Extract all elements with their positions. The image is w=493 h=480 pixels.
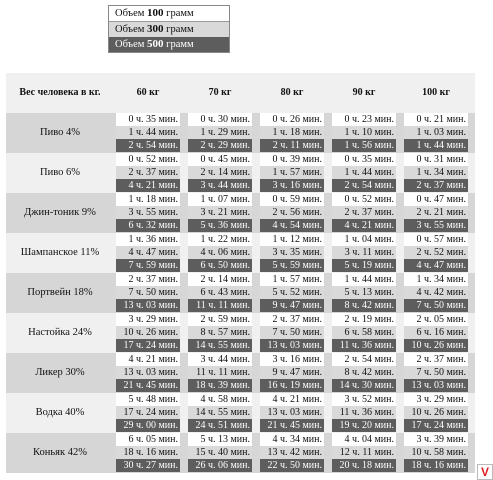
- time-500g: 13 ч. 03 мин.: [116, 299, 180, 312]
- time-100g: 0 ч. 35 мин.: [332, 153, 396, 166]
- time-500g: 3 ч. 55 мин.: [404, 219, 468, 232]
- drink-name: Водка 40%: [35, 407, 85, 418]
- time-500g: 5 ч. 19 мин.: [332, 259, 396, 272]
- time-cell: [188, 313, 252, 353]
- time-500g: 10 ч. 26 мин.: [404, 339, 468, 352]
- time-500g: 2 ч. 11 мин.: [260, 139, 324, 152]
- time-500g: 1 ч. 44 мин.: [404, 139, 468, 152]
- time-500g: 2 ч. 29 мин.: [188, 139, 252, 152]
- time-500g: 4 ч. 54 мин.: [260, 219, 324, 232]
- legend-amount: 100: [147, 7, 164, 19]
- time-100g: 4 ч. 34 мин.: [260, 433, 324, 446]
- table-row: [6, 273, 475, 313]
- time-300g: 1 ч. 34 мин.: [404, 166, 468, 179]
- time-cell: [260, 193, 324, 233]
- time-cell: [404, 273, 468, 313]
- table-row: [6, 233, 475, 273]
- brand-logo: V: [477, 464, 493, 480]
- header-weight-70: 70 кг: [208, 87, 232, 98]
- time-500g: 22 ч. 50 мин.: [260, 459, 324, 472]
- time-cell: [260, 153, 324, 193]
- time-cell: [116, 433, 180, 473]
- time-cell: [260, 273, 324, 313]
- time-500g: 7 ч. 59 мин.: [116, 259, 180, 272]
- legend-prefix: Объем: [115, 24, 145, 35]
- time-300g: 8 ч. 57 мин.: [188, 326, 252, 339]
- time-500g: 30 ч. 27 мин.: [116, 459, 180, 472]
- time-500g: 6 ч. 32 мин.: [116, 219, 180, 232]
- time-cell: [332, 433, 396, 473]
- time-100g: 1 ч. 34 мин.: [404, 273, 468, 286]
- time-300g: 17 ч. 24 мин.: [116, 406, 180, 419]
- time-300g: 3 ч. 55 мин.: [116, 206, 180, 219]
- time-300g: 4 ч. 47 мин.: [116, 246, 180, 259]
- time-300g: 5 ч. 52 мин.: [260, 286, 324, 299]
- time-100g: 0 ч. 23 мин.: [332, 113, 396, 126]
- time-300g: 1 ч. 03 мин.: [404, 126, 468, 139]
- time-cell: [404, 353, 468, 393]
- legend-unit: грамм: [166, 24, 194, 35]
- drink-name: Джин-тоник 9%: [24, 207, 96, 218]
- time-cell: [332, 233, 396, 273]
- time-500g: 11 ч. 11 мин.: [188, 299, 252, 312]
- time-500g: 2 ч. 54 мин.: [116, 139, 180, 152]
- time-500g: 4 ч. 21 мин.: [116, 179, 180, 192]
- time-100g: 2 ч. 05 мин.: [404, 313, 468, 326]
- time-100g: 3 ч. 29 мин.: [116, 313, 180, 326]
- time-300g: 10 ч. 58 мин.: [404, 446, 468, 459]
- time-100g: 1 ч. 57 мин.: [260, 273, 324, 286]
- time-100g: 1 ч. 22 мин.: [188, 233, 252, 246]
- drink-name: Пиво 4%: [40, 127, 80, 138]
- time-300g: 3 ч. 35 мин.: [260, 246, 324, 259]
- table-header: [6, 73, 475, 113]
- legend-unit: грамм: [166, 39, 194, 50]
- time-100g: 4 ч. 04 мин.: [332, 433, 396, 446]
- time-300g: 2 ч. 37 мин.: [116, 166, 180, 179]
- drink-name: Коньяк 42%: [33, 447, 87, 458]
- time-300g: 13 ч. 03 мин.: [260, 406, 324, 419]
- time-100g: 4 ч. 21 мин.: [260, 393, 324, 406]
- time-300g: 4 ч. 06 мин.: [188, 246, 252, 259]
- time-500g: 8 ч. 42 мин.: [332, 299, 396, 312]
- time-cell: [404, 393, 468, 433]
- table-row: [6, 153, 475, 193]
- time-100g: 5 ч. 13 мин.: [188, 433, 252, 446]
- time-cell: [260, 353, 324, 393]
- time-500g: 2 ч. 37 мин.: [404, 179, 468, 192]
- volume-legend: [108, 5, 230, 53]
- time-cell: [116, 393, 180, 433]
- time-500g: 6 ч. 50 мин.: [188, 259, 252, 272]
- time-cell: [188, 113, 252, 153]
- time-300g: 9 ч. 47 мин.: [260, 366, 324, 379]
- time-300g: 2 ч. 37 мин.: [332, 206, 396, 219]
- time-cell: [188, 193, 252, 233]
- time-300g: 13 ч. 03 мин.: [116, 366, 180, 379]
- time-100g: 1 ч. 18 мин.: [116, 193, 180, 206]
- time-300g: 1 ч. 57 мин.: [260, 166, 324, 179]
- time-500g: 18 ч. 39 мин.: [188, 379, 252, 392]
- time-cell: [116, 313, 180, 353]
- time-500g: 5 ч. 36 мин.: [188, 219, 252, 232]
- time-cell: [404, 313, 468, 353]
- time-300g: 2 ч. 52 мин.: [404, 246, 468, 259]
- time-100g: 0 ч. 30 мин.: [188, 113, 252, 126]
- time-500g: 21 ч. 45 мин.: [260, 419, 324, 432]
- time-100g: 2 ч. 37 мин.: [404, 353, 468, 366]
- time-300g: 1 ч. 10 мин.: [332, 126, 396, 139]
- time-100g: 0 ч. 59 мин.: [260, 193, 324, 206]
- time-cell: [116, 273, 180, 313]
- time-100g: 2 ч. 19 мин.: [332, 313, 396, 326]
- time-100g: 0 ч. 21 мин.: [404, 113, 468, 126]
- time-500g: 20 ч. 18 мин.: [332, 459, 396, 472]
- drink-name: Портвейн 18%: [27, 287, 93, 298]
- time-500g: 4 ч. 21 мин.: [332, 219, 396, 232]
- table-row: [6, 433, 475, 473]
- time-cell: [260, 113, 324, 153]
- time-300g: 1 ч. 18 мин.: [260, 126, 324, 139]
- time-cell: [188, 153, 252, 193]
- time-300g: 11 ч. 11 мин.: [188, 366, 252, 379]
- drink-name: Пиво 6%: [40, 167, 80, 178]
- time-cell: [332, 273, 396, 313]
- table-row: [6, 313, 475, 353]
- time-300g: 10 ч. 26 мин.: [404, 406, 468, 419]
- time-100g: 0 ч. 26 мин.: [260, 113, 324, 126]
- time-cell: [188, 353, 252, 393]
- time-100g: 1 ч. 12 мин.: [260, 233, 324, 246]
- time-500g: 7 ч. 50 мин.: [404, 299, 468, 312]
- time-300g: 7 ч. 50 мин.: [116, 286, 180, 299]
- time-300g: 8 ч. 42 мин.: [332, 366, 396, 379]
- time-500g: 21 ч. 45 мин.: [116, 379, 180, 392]
- time-300g: 3 ч. 21 мин.: [188, 206, 252, 219]
- time-cell: [404, 153, 468, 193]
- legend-amount: 500: [147, 38, 164, 50]
- time-500g: 13 ч. 03 мин.: [260, 339, 324, 352]
- time-100g: 4 ч. 21 мин.: [116, 353, 180, 366]
- header-weight-80: 80 кг: [280, 87, 304, 98]
- time-500g: 3 ч. 44 мин.: [188, 179, 252, 192]
- header-weight-label: Вес человека в кг.: [19, 87, 101, 98]
- time-300g: 6 ч. 16 мин.: [404, 326, 468, 339]
- time-cell: [116, 113, 180, 153]
- table-row: [6, 113, 475, 153]
- time-cell: [116, 193, 180, 233]
- drink-name: Ликер 30%: [35, 367, 85, 378]
- time-100g: 1 ч. 07 мин.: [188, 193, 252, 206]
- time-300g: 6 ч. 58 мин.: [332, 326, 396, 339]
- time-500g: 11 ч. 36 мин.: [332, 339, 396, 352]
- time-cell: [404, 233, 468, 273]
- time-500g: 9 ч. 47 мин.: [260, 299, 324, 312]
- time-500g: 4 ч. 47 мин.: [404, 259, 468, 272]
- time-100g: 2 ч. 54 мин.: [332, 353, 396, 366]
- time-cell: [188, 273, 252, 313]
- time-100g: 0 ч. 31 мин.: [404, 153, 468, 166]
- time-500g: 17 ч. 24 мин.: [116, 339, 180, 352]
- time-300g: 14 ч. 55 мин.: [188, 406, 252, 419]
- header-weight-100: 100 кг: [422, 87, 450, 98]
- time-300g: 18 ч. 16 мин.: [116, 446, 180, 459]
- drink-name: Настойка 24%: [28, 327, 92, 338]
- time-100g: 3 ч. 44 мин.: [188, 353, 252, 366]
- time-cell: [188, 433, 252, 473]
- time-300g: 15 ч. 40 мин.: [188, 446, 252, 459]
- time-500g: 13 ч. 03 мин.: [404, 379, 468, 392]
- table-row: [6, 193, 475, 233]
- time-100g: 4 ч. 58 мин.: [188, 393, 252, 406]
- time-cell: [332, 153, 396, 193]
- time-300g: 3 ч. 11 мин.: [332, 246, 396, 259]
- drink-name: Шампанское 11%: [20, 247, 100, 258]
- time-cell: [116, 233, 180, 273]
- legend-item-300g: [109, 22, 229, 37]
- time-100g: 1 ч. 36 мин.: [116, 233, 180, 246]
- time-100g: 2 ч. 37 мин.: [116, 273, 180, 286]
- time-100g: 3 ч. 29 мин.: [404, 393, 468, 406]
- time-cell: [260, 393, 324, 433]
- time-100g: 6 ч. 05 мин.: [116, 433, 180, 446]
- time-100g: 3 ч. 16 мин.: [260, 353, 324, 366]
- time-cell: [332, 193, 396, 233]
- time-100g: 0 ч. 52 мин.: [332, 193, 396, 206]
- time-cell: [188, 233, 252, 273]
- time-cell: [404, 113, 468, 153]
- time-cell: [404, 433, 468, 473]
- table-row: [6, 353, 475, 393]
- header-weight-60: 60 кг: [136, 87, 160, 98]
- alcohol-elimination-table: [6, 73, 475, 469]
- time-cell: [116, 353, 180, 393]
- time-500g: 26 ч. 06 мин.: [188, 459, 252, 472]
- time-500g: 3 ч. 16 мин.: [260, 179, 324, 192]
- time-100g: 5 ч. 48 мин.: [116, 393, 180, 406]
- time-cell: [332, 353, 396, 393]
- legend-amount: 300: [147, 23, 164, 35]
- time-300g: 2 ч. 21 мин.: [404, 206, 468, 219]
- time-300g: 1 ч. 44 мин.: [332, 166, 396, 179]
- legend-item-100g: [109, 6, 229, 22]
- legend-item-500g: [109, 37, 229, 52]
- time-500g: 14 ч. 55 мин.: [188, 339, 252, 352]
- time-500g: 29 ч. 00 мин.: [116, 419, 180, 432]
- time-100g: 2 ч. 37 мин.: [260, 313, 324, 326]
- time-500g: 19 ч. 20 мин.: [332, 419, 396, 432]
- time-100g: 0 ч. 39 мин.: [260, 153, 324, 166]
- time-500g: 5 ч. 59 мин.: [260, 259, 324, 272]
- legend-prefix: Объем: [115, 8, 145, 19]
- time-300g: 10 ч. 26 мин.: [116, 326, 180, 339]
- time-300g: 5 ч. 13 мин.: [332, 286, 396, 299]
- time-100g: 0 ч. 52 мин.: [116, 153, 180, 166]
- time-100g: 0 ч. 35 мин.: [116, 113, 180, 126]
- time-300g: 2 ч. 14 мин.: [188, 166, 252, 179]
- time-300g: 7 ч. 50 мин.: [260, 326, 324, 339]
- time-500g: 24 ч. 51 мин.: [188, 419, 252, 432]
- time-100g: 3 ч. 39 мин.: [404, 433, 468, 446]
- time-100g: 2 ч. 59 мин.: [188, 313, 252, 326]
- legend-unit: грамм: [166, 8, 194, 19]
- time-100g: 1 ч. 04 мин.: [332, 233, 396, 246]
- time-cell: [404, 193, 468, 233]
- time-100g: 0 ч. 47 мин.: [404, 193, 468, 206]
- time-300g: 1 ч. 29 мин.: [188, 126, 252, 139]
- time-cell: [332, 113, 396, 153]
- time-cell: [260, 233, 324, 273]
- time-500g: 14 ч. 30 мин.: [332, 379, 396, 392]
- time-cell: [116, 153, 180, 193]
- time-cell: [260, 433, 324, 473]
- time-cell: [332, 393, 396, 433]
- header-weight-90: 90 кг: [352, 87, 376, 98]
- time-500g: 18 ч. 16 мин.: [404, 459, 468, 472]
- time-300g: 6 ч. 43 мин.: [188, 286, 252, 299]
- time-cell: [260, 313, 324, 353]
- time-500g: 16 ч. 19 мин.: [260, 379, 324, 392]
- legend-prefix: Объем: [115, 39, 145, 50]
- table-row: [6, 393, 475, 433]
- time-100g: 2 ч. 14 мин.: [188, 273, 252, 286]
- time-100g: 1 ч. 44 мин.: [332, 273, 396, 286]
- time-300g: 13 ч. 42 мин.: [260, 446, 324, 459]
- time-300g: 2 ч. 56 мин.: [260, 206, 324, 219]
- time-cell: [188, 393, 252, 433]
- time-100g: 3 ч. 52 мин.: [332, 393, 396, 406]
- time-500g: 17 ч. 24 мин.: [404, 419, 468, 432]
- time-500g: 1 ч. 56 мин.: [332, 139, 396, 152]
- time-100g: 0 ч. 45 мин.: [188, 153, 252, 166]
- time-300g: 7 ч. 50 мин.: [404, 366, 468, 379]
- time-100g: 0 ч. 57 мин.: [404, 233, 468, 246]
- time-300g: 4 ч. 42 мин.: [404, 286, 468, 299]
- time-300g: 1 ч. 44 мин.: [116, 126, 180, 139]
- time-cell: [332, 313, 396, 353]
- time-500g: 2 ч. 54 мин.: [332, 179, 396, 192]
- time-300g: 11 ч. 36 мин.: [332, 406, 396, 419]
- time-300g: 12 ч. 11 мин.: [332, 446, 396, 459]
